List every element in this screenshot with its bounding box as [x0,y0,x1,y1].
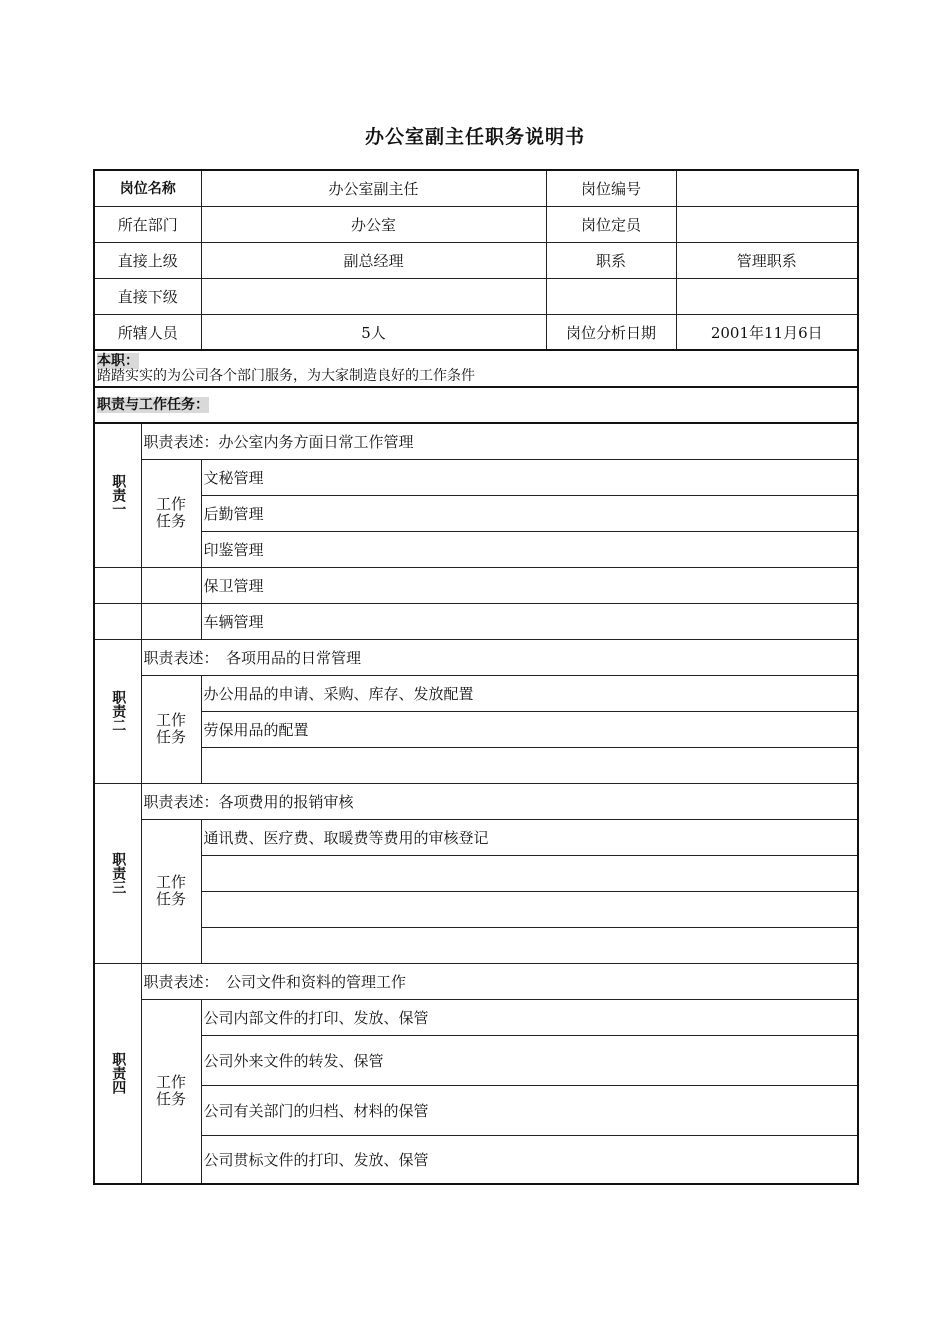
task-row [94,891,858,927]
task-row [94,675,858,711]
task-row [94,567,858,603]
task-item: 公司内部文件的打印、发放、保管 [201,999,858,1035]
info-row [94,314,858,350]
duty-summary-label: 本职： [97,352,139,369]
task-row [94,819,858,855]
field-value [201,278,546,314]
task-row [94,1035,858,1085]
field-label: 直接上级 [94,242,201,278]
page-title: 办公室副主任职务说明书 [364,126,585,148]
task-item: 公司有关部门的归档、材料的保管 [201,1085,858,1135]
task-item: 保卫管理 [201,567,858,603]
field-label: 直接下级 [94,278,201,314]
field-value [676,278,858,314]
empty-cell [94,567,141,603]
task-item: 后勤管理 [201,495,858,531]
duty-name: 职责一 [110,474,127,517]
task-row [94,711,858,747]
info-row [94,278,858,314]
task-row [94,927,858,963]
info-row [94,242,858,278]
duty-statement: 职责表述： 公司文件和资料的管理工作 [141,963,858,999]
duty-statement-row [94,423,858,459]
duty-name: 职责二 [110,690,127,732]
task-item: 车辆管理 [201,603,858,639]
duty-name-cell [94,963,141,1184]
task-item [201,855,858,891]
task-item: 劳保用品的配置 [201,711,858,747]
duty-name-cell [94,423,141,567]
task-item [201,891,858,927]
field-value: 办公室 [201,206,546,242]
task-label: 工作任务 [155,873,186,908]
duty-statement: 职责表述： 各项用品的日常管理 [141,639,858,675]
task-label-cell [141,819,201,963]
duty-statement-row [94,639,858,675]
tasks-header-label: 职责与工作任务： [97,396,209,413]
task-item: 公司贯标文件的打印、发放、保管 [201,1135,858,1184]
field-value: 管理职系 [676,242,858,278]
duty-summary-text: 踏踏实实的为公司各个部门服务，为大家制造良好的工作条件 [97,367,475,384]
field-value: 5人 [201,314,546,350]
field-label: 职系 [546,242,676,278]
empty-cell [141,567,201,603]
field-label: 所辖人员 [94,314,201,350]
duty-summary-cell [94,350,858,387]
field-label [546,278,676,314]
empty-cell [94,603,141,639]
task-row [94,1085,858,1135]
task-item: 文秘管理 [201,459,858,495]
info-row [94,170,858,206]
field-value: 副总经理 [201,242,546,278]
duty-name: 职责三 [110,852,127,894]
task-label: 工作任务 [155,495,186,530]
duty-statement-row [94,963,858,999]
task-item: 通讯费、医疗费、取暖费等费用的审核登记 [201,819,858,855]
field-value [676,170,858,206]
task-row [94,999,858,1035]
task-label-cell [141,459,201,567]
task-item [201,747,858,783]
task-label: 工作任务 [155,1073,186,1109]
empty-cell [141,603,201,639]
field-label: 岗位编号 [546,170,676,206]
field-label: 岗位分析日期 [546,314,676,350]
job-description-table [93,169,859,351]
duty-name: 职责四 [110,1052,127,1095]
duty-summary-row [94,350,858,387]
task-row [94,495,858,531]
task-label-cell [141,999,201,1184]
tasks-header-cell [94,387,858,423]
task-item: 办公用品的申请、采购、库存、发放配置 [201,675,858,711]
duty-statement-row [94,783,858,819]
field-label: 所在部门 [94,206,201,242]
duty-name-cell [94,639,141,783]
duty-statement: 职责表述：各项费用的报销审核 [141,783,858,819]
task-row [94,459,858,495]
task-row [94,855,858,891]
field-label: 岗位名称 [94,170,201,206]
field-value [676,206,858,242]
task-label: 工作任务 [155,711,186,746]
task-row [94,603,858,639]
duties-table [93,349,859,1185]
task-item [201,927,858,963]
task-item: 印鉴管理 [201,531,858,567]
task-row [94,1135,858,1184]
duty-statement: 职责表述：办公室内务方面日常工作管理 [141,423,858,459]
duty-name-cell [94,783,141,963]
field-value: 2001年11月6日 [676,314,858,350]
task-item: 公司外来文件的转发、保管 [201,1035,858,1085]
tasks-header-row [94,387,858,423]
task-row [94,747,858,783]
field-label: 岗位定员 [546,206,676,242]
field-value: 办公室副主任 [201,170,546,206]
info-row [94,206,858,242]
task-label-cell [141,675,201,783]
task-row [94,531,858,567]
